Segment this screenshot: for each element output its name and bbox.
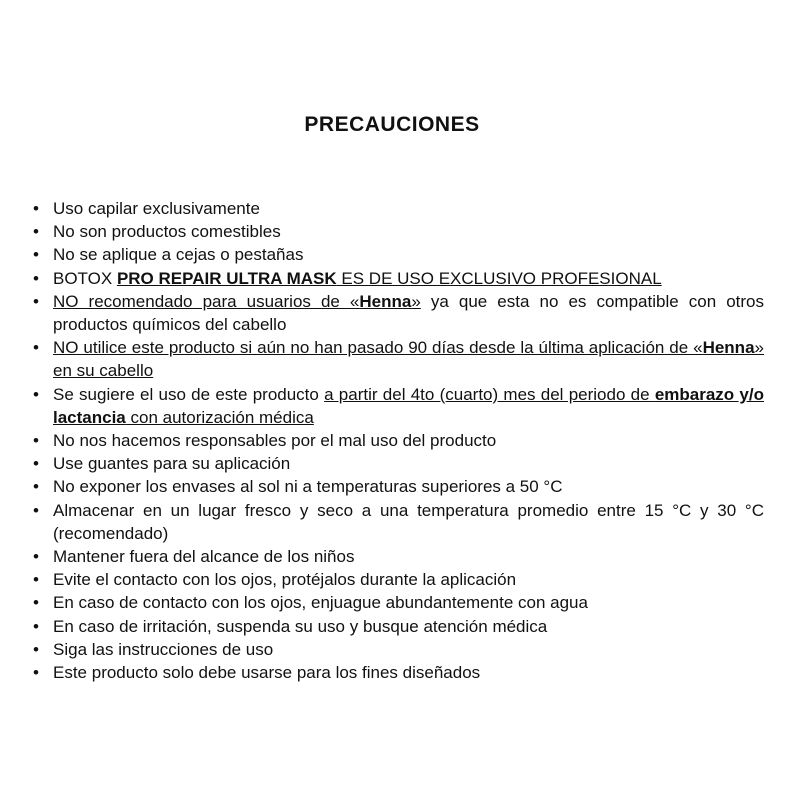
list-item <box>53 452 764 475</box>
item-text-bold: embarazo y/o lactancia <box>53 384 764 427</box>
henna-label: Henna <box>359 291 412 311</box>
list-item <box>53 615 764 638</box>
item-text: No son productos comestibles <box>53 222 281 242</box>
page-title: PRECAUCIONES <box>304 113 480 136</box>
henna-label: Henna <box>702 338 755 358</box>
item-text: Use guantes para su aplicación <box>53 454 291 474</box>
item-text: Almacenar en un lugar fresco y seco a una temperatura promedio entre 15 °C y 30 °C (recomendado) <box>53 500 764 543</box>
list-item <box>53 499 764 545</box>
list-item <box>53 475 764 498</box>
item-text-underlined: a partir del 4to (cuarto) mes del periodo de <box>324 384 655 404</box>
product-name: PRO REPAIR ULTRA MASK <box>116 268 337 288</box>
item-text-underlined: » <box>411 291 421 311</box>
item-text: No se aplique a cejas o pestañas <box>53 245 304 265</box>
item-text: En caso de irritación, suspenda su uso y busque atención médica <box>53 616 548 636</box>
item-text: Se sugiere el uso de este producto <box>53 384 325 404</box>
item-text: Uso capilar exclusivamente <box>53 199 260 218</box>
list-item <box>53 383 764 429</box>
item-text: Evite el contacto con los ojos, protéjalos durante la aplicación <box>53 570 517 590</box>
list-item <box>53 290 764 336</box>
list-item <box>53 568 764 591</box>
list-item <box>53 243 764 266</box>
item-text: ya que esta no es compatible con otros productos químicos del cabello <box>53 291 764 335</box>
list-item <box>53 336 764 382</box>
item-text-underlined: NO recomendado para usuarios de « <box>53 291 360 311</box>
item-text: BOTOX <box>53 268 117 288</box>
list-item <box>53 197 764 220</box>
item-text-underlined: NO utilice este producto si aún no han pasado 90 días desde la última aplicación de « <box>53 338 703 358</box>
item-text: Siga las instrucciones de uso <box>53 639 274 659</box>
list-item <box>53 661 764 684</box>
item-text-underlined: » en su cabello <box>53 338 764 381</box>
list-item <box>53 267 764 290</box>
list-item <box>53 220 764 243</box>
item-text: En caso de contacto con los ojos, enjuague abundantemente con agua <box>53 593 588 613</box>
list-item <box>53 429 764 452</box>
item-text: Este producto solo debe usarse para los fines diseñados <box>53 663 481 683</box>
item-text-underlined: con autorización médica <box>125 407 314 427</box>
precautions-list <box>53 197 764 684</box>
list-item <box>53 638 764 661</box>
item-text-underlined: ES DE USO EXCLUSIVO PROFESIONAL <box>336 268 662 288</box>
item-text: No exponer los envases al sol ni a temperaturas superiores a 50 °C <box>53 477 563 497</box>
list-item <box>53 591 764 614</box>
list-item <box>53 545 764 568</box>
item-text: Mantener fuera del alcance de los niños <box>53 547 355 567</box>
item-text: No nos hacemos responsables por el mal uso del producto <box>53 431 497 451</box>
